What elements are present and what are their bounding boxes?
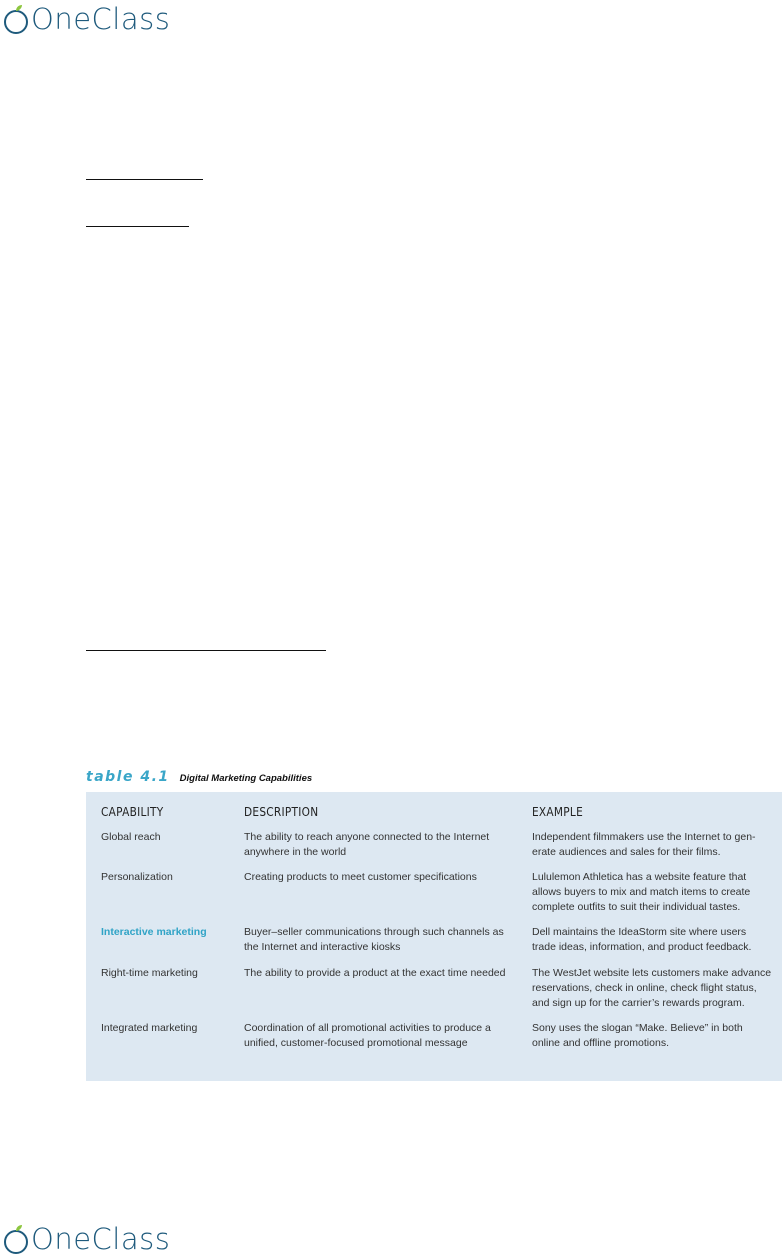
- table-row-example: Lululemon Athletica has a website feature that allows buyers to mix and match items to create complete outfits to suit their individual tastes.: [532, 871, 751, 913]
- oneclass-logo: [3, 2, 170, 36]
- table-row-example: Dell maintains the IdeaStorm site where users trade ideas, information, and product feedback.: [532, 926, 752, 953]
- table-row-capability-highlighted: Interactive marketing: [101, 926, 207, 938]
- table-row-capability: Right-time marketing: [101, 967, 198, 979]
- logo-text: OneClass: [31, 1222, 171, 1256]
- column-header-capability: CAPABILITY: [101, 805, 164, 819]
- table-row-description: Coordination of all promotional activities to produce a unified, customer-focused promotional message: [244, 1022, 491, 1049]
- capabilities-table: [86, 792, 782, 1081]
- column-header-example: EXAMPLE: [532, 805, 584, 819]
- table-row-description: The ability to reach anyone connected to the Internet anywhere in the world: [244, 831, 490, 858]
- table-title: Digital Marketing Capabilities: [179, 773, 313, 784]
- table-row-capability: Integrated marketing: [101, 1022, 198, 1034]
- apple-icon: [3, 2, 33, 36]
- table-row-description: The ability to provide a product at the exact time needed: [244, 967, 506, 979]
- blank-line: [86, 650, 326, 651]
- table-row-example: Independent filmmakers use the Internet to gen- erate audiences and sales for their films.: [532, 831, 756, 858]
- table-row-capability: Global reach: [101, 831, 161, 843]
- blank-line: [86, 226, 189, 227]
- table-row-example: The WestJet website lets customers make advance reservations, check in online, check flight status, and sign up for the carrier’s rewards program.: [532, 967, 772, 1009]
- table-caption: [86, 769, 312, 785]
- table-row-description: Buyer–seller communications through such channels as the Internet and interactive kiosks: [244, 926, 504, 953]
- table-row-description: Creating products to meet customer specifications: [244, 871, 477, 883]
- logo-text: OneClass: [31, 2, 171, 36]
- table-row-example: Sony uses the slogan “Make. Believe” in both online and offline promotions.: [532, 1022, 743, 1049]
- table-number: table 4.1: [86, 769, 170, 785]
- column-header-description: DESCRIPTION: [244, 805, 319, 819]
- table-row-capability: Personalization: [101, 871, 173, 883]
- apple-icon: [3, 1222, 33, 1256]
- oneclass-logo-footer: [3, 1222, 170, 1256]
- blank-line: [86, 179, 203, 180]
